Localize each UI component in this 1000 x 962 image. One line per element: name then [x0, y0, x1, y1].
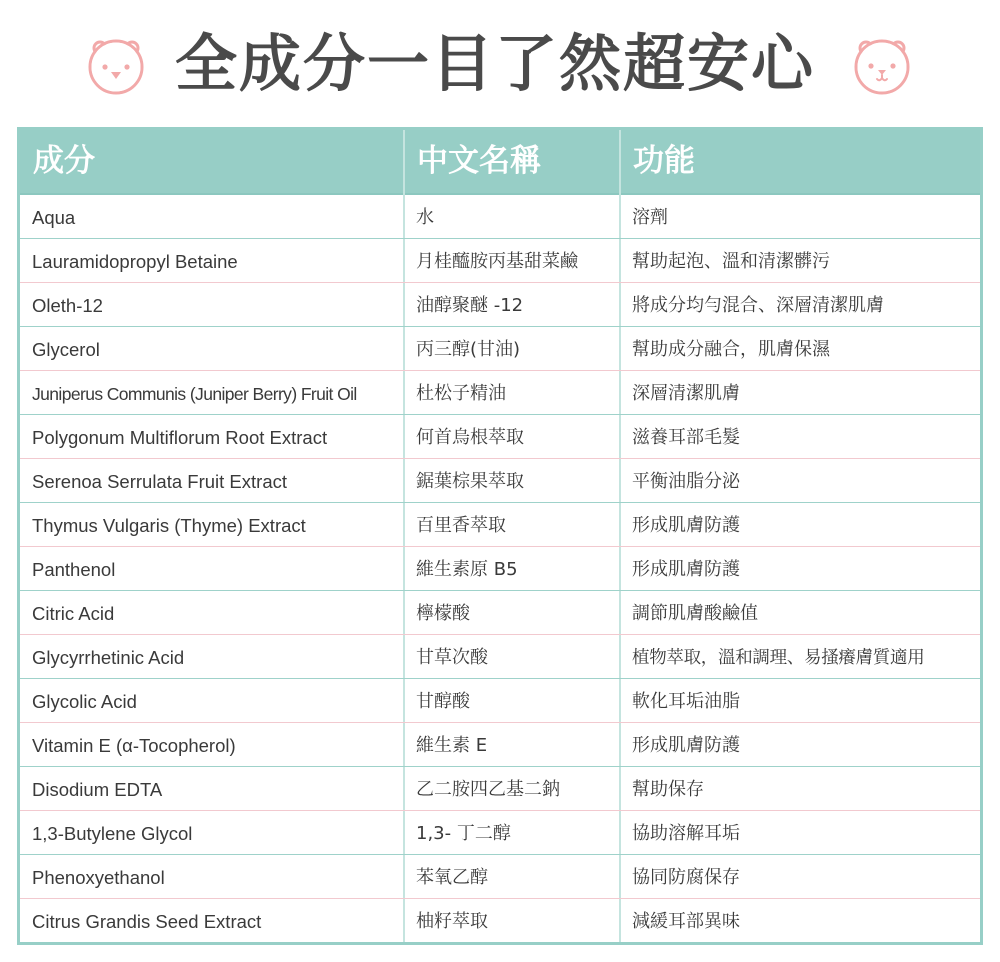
table-row: [20, 767, 980, 811]
table-row: [20, 503, 980, 547]
ingredients-table: [17, 127, 983, 945]
page-title: 全成分一目了然超安心: [175, 27, 816, 100]
ingredient-cell: Citric Acid: [32, 603, 115, 624]
ingredient-cell: Polygonum Multiflorum Root Extract: [32, 427, 328, 448]
ingredient-cell: Aqua: [32, 207, 76, 228]
function-cell: 調節肌膚酸鹼值: [632, 603, 758, 624]
function-cell: 平衡油脂分泌: [632, 471, 740, 492]
table-header: [20, 130, 980, 195]
chinese-name-cell: 何首烏根萃取: [416, 427, 524, 448]
chinese-name-cell: 柚籽萃取: [416, 911, 488, 932]
ingredient-cell: Serenoa Serrulata Fruit Extract: [32, 471, 287, 492]
function-cell: 形成肌膚防護: [632, 559, 740, 580]
ingredient-cell: Vitamin E (α-Tocopherol): [32, 735, 236, 756]
ingredient-cell: Glycerol: [32, 339, 100, 360]
chinese-name-cell: 苯氧乙醇: [416, 867, 488, 888]
chinese-name-cell: 百里香萃取: [416, 515, 506, 536]
table-row: [20, 327, 980, 371]
bear-face-icon: [84, 34, 148, 98]
function-cell: 幫助保存: [632, 779, 704, 800]
chinese-name-cell: 維生素原 B5: [416, 559, 518, 580]
ingredient-cell: 1,3-Butylene Glycol: [32, 823, 193, 844]
ingredient-cell: Glycolic Acid: [32, 691, 137, 712]
function-cell: 植物萃取，溫和調理、易搔癢膚質適用: [632, 648, 925, 668]
function-cell: 形成肌膚防護: [632, 515, 740, 536]
function-cell: 軟化耳垢油脂: [632, 691, 740, 712]
table-row: [20, 635, 980, 679]
table-row: [20, 415, 980, 459]
function-cell: 協助溶解耳垢: [632, 823, 740, 844]
table-row: [20, 195, 980, 239]
chinese-name-cell: 丙三醇(甘油): [416, 339, 521, 360]
chinese-name-cell: 甘草次酸: [416, 647, 488, 668]
table-row: [20, 679, 980, 723]
table-row: [20, 811, 980, 855]
table-row: [20, 899, 980, 943]
table-row: [20, 547, 980, 591]
function-cell: 深層清潔肌膚: [632, 383, 740, 404]
column-header-ingredient: 成分: [33, 143, 95, 179]
ingredient-cell: Juniperus Communis (Juniper Berry) Fruit Oil: [32, 384, 357, 404]
ingredient-cell: Oleth-12: [32, 295, 103, 316]
chinese-name-cell: 乙二胺四乙基二鈉: [416, 779, 560, 800]
table-row: [20, 239, 980, 283]
chinese-name-cell: 1,3- 丁二醇: [416, 823, 511, 844]
ingredient-cell: Thymus Vulgaris (Thyme) Extract: [32, 515, 306, 536]
ingredient-cell: Glycyrrhetinic Acid: [32, 647, 185, 668]
table-row: [20, 855, 980, 899]
ingredient-cell: Lauramidopropyl Betaine: [32, 251, 238, 272]
table-row: [20, 283, 980, 327]
chinese-name-cell: 鋸葉棕果萃取: [416, 471, 524, 492]
function-cell: 幫助成分融合，肌膚保濕: [632, 339, 830, 360]
table-row: [20, 371, 980, 415]
column-header-chinese-name: 中文名稱: [417, 143, 541, 179]
ingredient-cell: Citrus Grandis Seed Extract: [32, 911, 262, 932]
function-cell: 協同防腐保存: [632, 867, 740, 888]
chinese-name-cell: 甘醇酸: [416, 691, 470, 712]
ingredient-cell: Phenoxyethanol: [32, 867, 165, 888]
chinese-name-cell: 維生素 E: [416, 735, 488, 756]
chinese-name-cell: 杜松子精油: [416, 383, 506, 404]
ingredient-cell: Panthenol: [32, 559, 116, 580]
function-cell: 滋養耳部毛髮: [632, 427, 740, 448]
page-header: [0, 0, 1000, 128]
function-cell: 溶劑: [632, 207, 668, 228]
function-cell: 幫助起泡、溫和清潔髒污: [632, 251, 830, 272]
bear-face-icon: [850, 34, 914, 98]
function-cell: 將成分均勻混合、深層清潔肌膚: [632, 295, 884, 316]
function-cell: 形成肌膚防護: [632, 735, 740, 756]
column-header-function: 功能: [633, 143, 695, 179]
ingredient-cell: Disodium EDTA: [32, 779, 163, 800]
chinese-name-cell: 月桂醯胺丙基甜菜鹼: [416, 251, 578, 272]
table-row: [20, 459, 980, 503]
function-cell: 減緩耳部異味: [632, 911, 740, 932]
chinese-name-cell: 油醇聚醚 -12: [416, 295, 524, 316]
chinese-name-cell: 水: [416, 207, 434, 228]
table-row: [20, 723, 980, 767]
chinese-name-cell: 檸檬酸: [416, 603, 470, 624]
table-row: [20, 591, 980, 635]
